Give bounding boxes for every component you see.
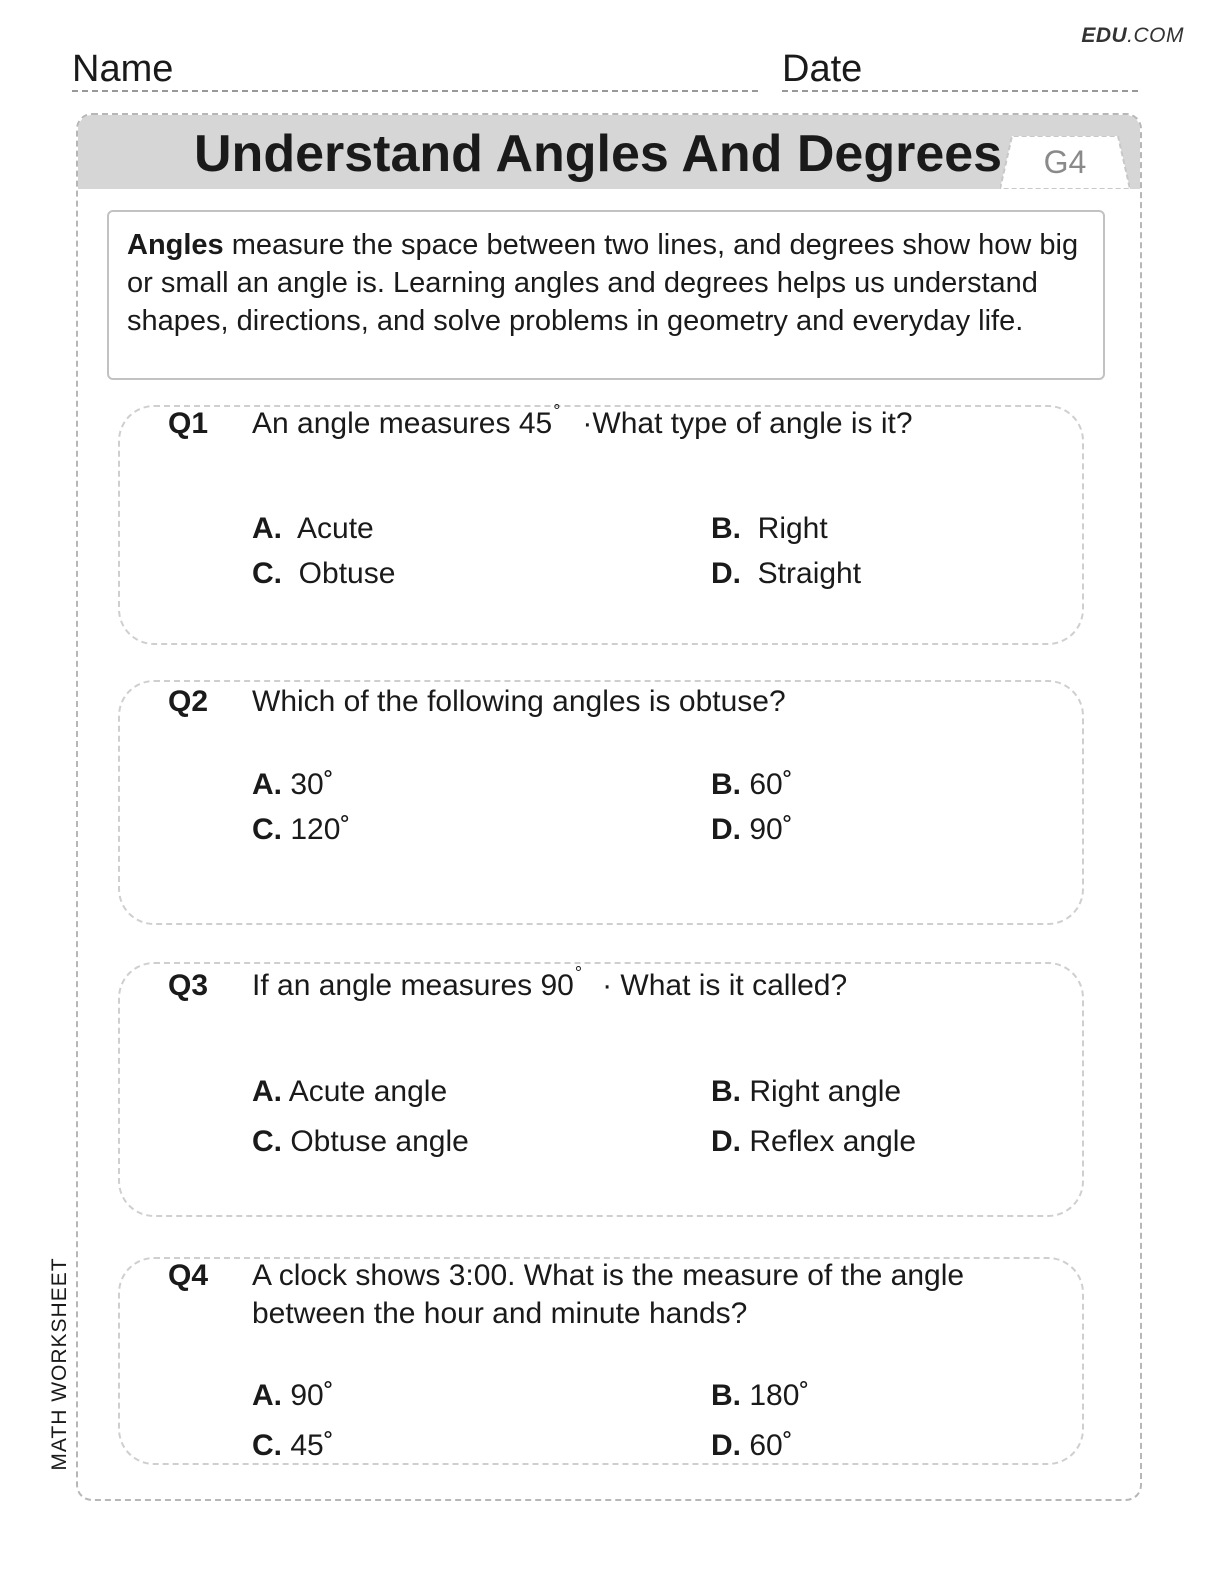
option-q1-c[interactable]: C. Obtuse: [252, 557, 396, 590]
option-q3-d[interactable]: D. Reflex angle: [711, 1125, 917, 1158]
name-label: Name: [72, 48, 174, 90]
option-q2-c[interactable]: C. 120˚: [252, 813, 351, 846]
question-text-q4-line1: A clock shows 3:00. What is the measure of the angle: [252, 1259, 965, 1292]
option-q1-b[interactable]: B. Right: [711, 512, 828, 545]
option-q1-a[interactable]: A. Acute: [252, 512, 374, 545]
grade-tab: [1000, 136, 1130, 189]
option-q4-c[interactable]: C. 45˚: [252, 1429, 334, 1462]
edu-com-logo: EDU.COM: [1081, 24, 1184, 47]
question-number-q3: Q3: [168, 969, 209, 1002]
option-q3-a[interactable]: A. Acute angle: [252, 1075, 448, 1108]
option-q4-d[interactable]: D. 60˚: [711, 1429, 793, 1462]
math-worksheet-side-label: MATH WORKSHEET: [48, 1257, 71, 1471]
degree-mark: °: [553, 401, 561, 421]
option-q2-d[interactable]: D. 90˚: [711, 813, 793, 846]
date-label: Date: [782, 48, 863, 90]
question-text-q1: An angle measures 45° ·What type of angle is it?: [252, 401, 913, 440]
date-field[interactable]: [782, 48, 1138, 92]
question-text-q4-line2: between the hour and minute hands?: [252, 1297, 748, 1330]
option-q2-a[interactable]: A. 30˚: [252, 768, 334, 801]
degree-mark: °: [574, 963, 583, 983]
worksheet-title: Understand Angles And Degrees: [194, 125, 1003, 183]
question-text-q3: If an angle measures 90° · What is it called?: [252, 963, 848, 1002]
option-q3-b[interactable]: B. Right angle: [711, 1075, 902, 1108]
option-q3-c[interactable]: C. Obtuse angle: [252, 1125, 469, 1158]
name-field[interactable]: [72, 48, 758, 92]
question-number-q2: Q2: [168, 685, 209, 718]
intro-bold-word: Angles: [127, 229, 224, 261]
intro-text: measure the space between two lines, and degrees show how big or small an angle is. Learning angles and degrees helps us understand shapes, directions, and solve problems in geometry and everyday life.: [127, 229, 1079, 337]
grade-label: G4: [1043, 144, 1087, 180]
question-text-q2: Which of the following angles is obtuse?: [252, 685, 786, 718]
option-q1-d[interactable]: D. Straight: [711, 557, 862, 590]
option-q4-b[interactable]: B. 180˚: [711, 1379, 810, 1412]
option-q2-b[interactable]: B. 60˚: [711, 768, 793, 801]
option-q4-a[interactable]: A. 90˚: [252, 1379, 334, 1412]
question-number-q1: Q1: [168, 407, 209, 440]
intro-box: [107, 210, 1105, 380]
question-number-q4: Q4: [168, 1259, 209, 1292]
